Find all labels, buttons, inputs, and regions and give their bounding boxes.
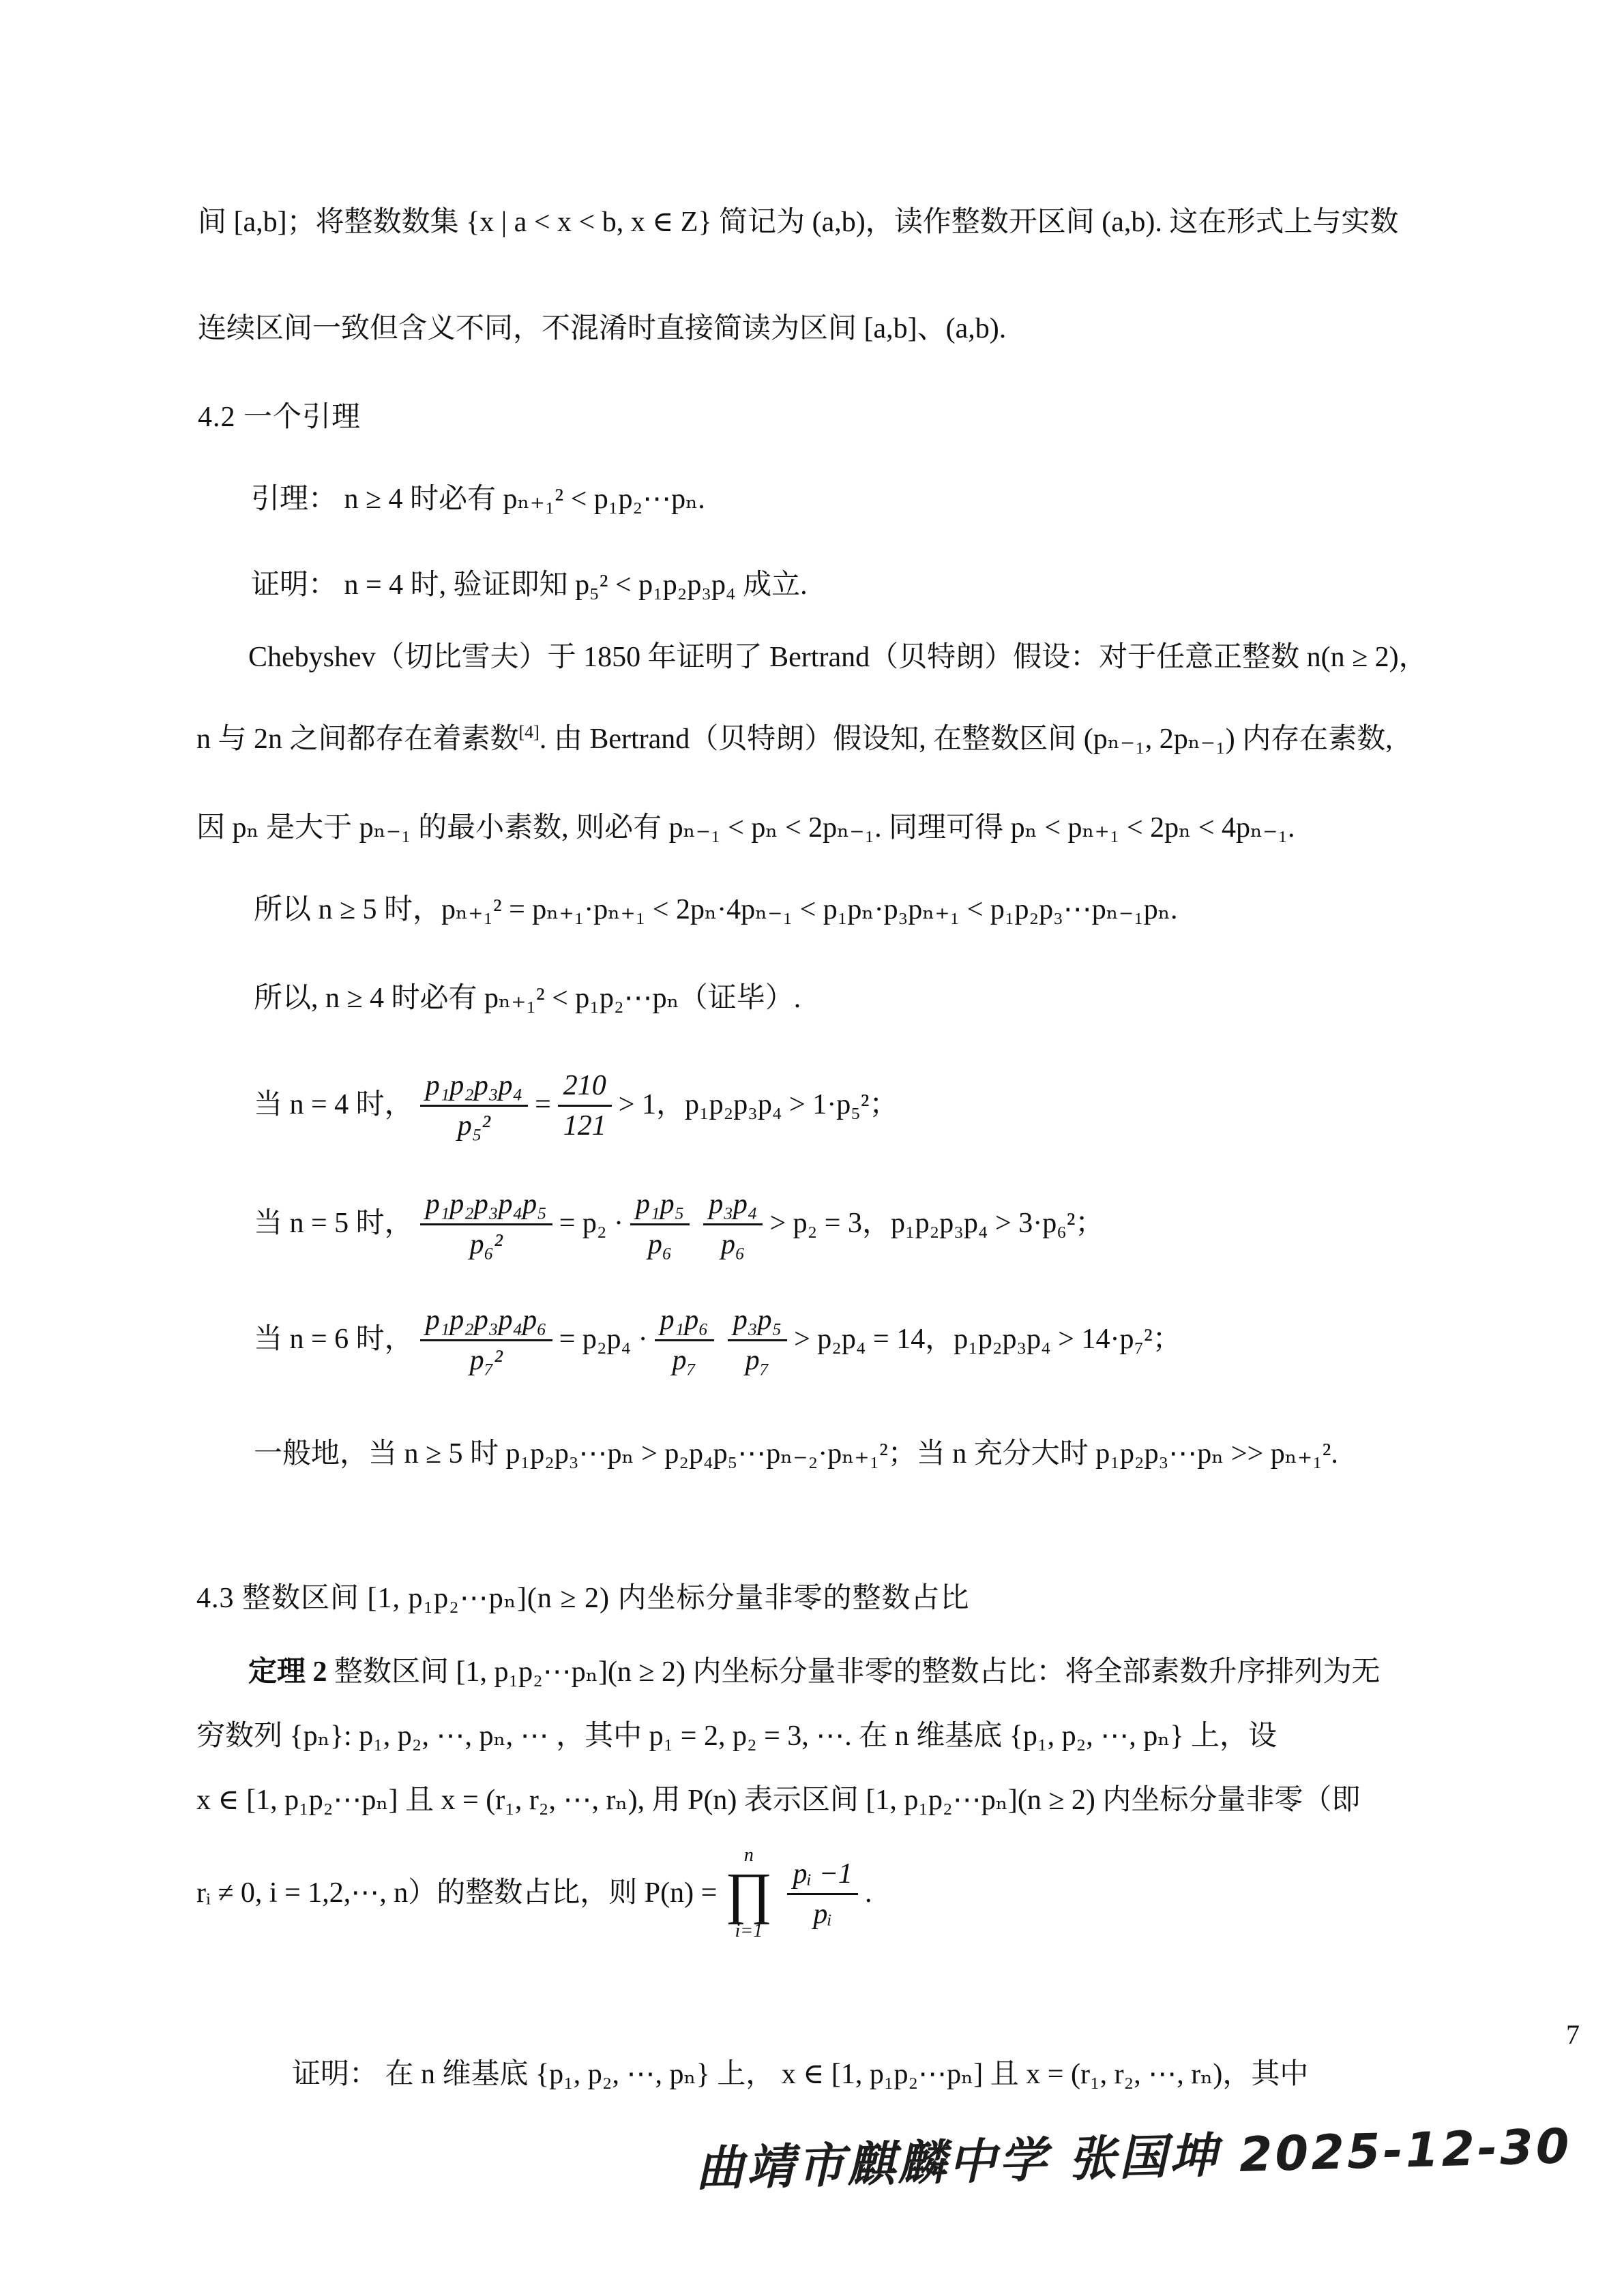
theorem-text: 整数区间 [1, p₁p₂⋯pₙ](n ≥ 2) 内坐标分量非零的整数占比：将全部素数升序排列为无: [327, 1656, 1381, 1688]
chebyshev-paragraph-line-2: [196, 721, 1393, 758]
intro-line-1: 间 [a,b]；将整数数集 {x | a < x < b, x ∈ Z} 简记为 (a,b)，读作整数开区间 (a,b). 这在形式上与实数: [198, 207, 1399, 238]
chebyshev-paragraph-line-3: 因 pₙ 是大于 pₙ₋₁ 的最小素数, 则必有 pₙ₋₁ < pₙ < 2pₙ₋₁. 同理可得 pₙ < pₙ₊₁ < 2pₙ < 4pₙ₋₁.: [196, 812, 1295, 844]
lemma-proof-base-case: 证明： n = 4 时, 验证即知 p₅² < p₁p₂p₃p₄ 成立.: [251, 569, 808, 601]
fraction: [630, 1188, 690, 1259]
numerator: p₁p₂p₃p₄p₆: [420, 1304, 552, 1341]
product-operator: [725, 1845, 772, 1941]
case-n6-lead: 当 n = 6 时，: [254, 1324, 413, 1356]
fraction: [703, 1188, 763, 1259]
numerator: p₁p₂p₃p₄: [420, 1069, 528, 1107]
case-n6-mid: = p₂p₄ ·: [559, 1324, 648, 1356]
theorem-2-line-3: x ∈ [1, p₁p₂⋯pₙ] 且 x = (r₁, r₂, ⋯, rₙ), 用 P(n) 表示区间 [1, p₁p₂⋯pₙ](n ≥ 2) 内坐标分量非零（即: [196, 1785, 1361, 1816]
case-n4-tail: > 1，p₁p₂p₃p₄ > 1·p₅²；: [618, 1089, 898, 1121]
denominator: p₇: [672, 1345, 697, 1377]
bertrand-text: n 与 2n 之间都存在着素数: [196, 724, 519, 755]
fraction: [420, 1304, 552, 1375]
theorem-2-line-1: [248, 1654, 1380, 1690]
section-heading-4-2: 4.2 一个引理: [198, 402, 361, 433]
handwritten-signature: 曲靖市麒麟中学 张国坤 2025-12-30: [695, 2118, 1573, 2197]
product-lower-limit: i=1: [735, 1920, 763, 1941]
numerator: p₁p₅: [630, 1188, 690, 1225]
case-n6-formula: [254, 1304, 1181, 1375]
general-case-line: 一般地，当 n ≥ 5 时 p₁p₂p₃⋯pₙ > p₂p₄p₅⋯pₙ₋₂·pₙ₊₁²；当 n 充分大时 p₁p₂p₃⋯pₙ >> pₙ₊₁².: [254, 1438, 1338, 1470]
case-n4-lead: 当 n = 4 时，: [254, 1089, 413, 1121]
fraction: [420, 1188, 552, 1259]
case-n5-lead: 当 n = 5 时，: [254, 1208, 413, 1240]
denominator: p₆: [647, 1229, 673, 1261]
formula-period: .: [864, 1877, 872, 1909]
theorem-2-formula-line: [196, 1845, 872, 1941]
bertrand-text-cont: . 由 Bertrand（贝特朗）假设知, 在整数区间 (pₙ₋₁, 2pₙ₋₁) 内存在素数,: [539, 724, 1393, 755]
citation-marker: [4]: [518, 722, 540, 742]
numerator: p₁p₆: [655, 1304, 714, 1341]
fraction: [787, 1858, 858, 1929]
page-number: 7: [1566, 2019, 1580, 2050]
section-heading-4-3: 4.3 整数区间 [1, p₁p₂⋯pₙ](n ≥ 2) 内坐标分量非零的整数占比: [196, 1583, 970, 1614]
denominator: p₅²: [457, 1110, 490, 1142]
chebyshev-paragraph-line-1: Chebyshev（切比雪夫）于 1850 年证明了 Bertrand（贝特朗）假设：对于任意正整数 n(n ≥ 2)，: [248, 642, 1428, 673]
numerator: 210: [558, 1069, 612, 1107]
equals-sign: =: [535, 1089, 551, 1121]
numerator: p₃p₄: [703, 1188, 763, 1225]
denominator: pᵢ: [813, 1898, 833, 1930]
fraction: [728, 1304, 787, 1375]
fraction: [655, 1304, 714, 1375]
theorem-2-proof-line: 证明： 在 n 维基底 {p₁, p₂, ⋯, pₙ} 上， x ∈ [1, p₁p₂⋯pₙ] 且 x = (r₁, r₂, ⋯, rₙ)，其中: [292, 2059, 1309, 2090]
case-n5-formula: [254, 1188, 1104, 1259]
formula-lead: rᵢ ≠ 0, i = 1,2,⋯, n）的整数占比，则 P(n) =: [196, 1877, 718, 1909]
case-n6-tail: > p₂p₄ = 14，p₁p₂p₃p₄ > 14·p₇²；: [794, 1324, 1181, 1356]
denominator: 121: [563, 1110, 606, 1142]
numerator: p₃p₅: [728, 1304, 787, 1341]
theorem-label: 定理 2: [248, 1656, 327, 1688]
intro-line-2: 连续区间一致但含义不同，不混淆时直接简读为区间 [a,b]、(a,b).: [198, 313, 1007, 344]
case-n5-mid: = p₂ ·: [559, 1208, 624, 1240]
case-n4-formula: [254, 1069, 898, 1141]
denominator: p₆: [721, 1229, 745, 1261]
denominator: p₇²: [469, 1345, 503, 1377]
deduction-line-2: 所以, n ≥ 4 时必有 pₙ₊₁² < p₁p₂⋯pₙ（证毕）.: [254, 983, 801, 1014]
numerator: pᵢ −1: [787, 1858, 858, 1895]
fraction: [558, 1069, 612, 1141]
product-symbol: ∏: [725, 1861, 773, 1925]
theorem-2-line-2: 穷数列 {pₙ}: p₁, p₂, ⋯, pₙ, ⋯ ，其中 p₁ = 2, p₂ = 3, ⋯. 在 n 维基底 {p₁, p₂, ⋯, pₙ} 上，设: [196, 1720, 1278, 1752]
lemma-statement: 引理： n ≥ 4 时必有 pₙ₊₁² < p₁p₂⋯pₙ.: [251, 483, 705, 515]
denominator: p₇: [745, 1345, 770, 1377]
deduction-line-1: 所以 n ≥ 5 时，pₙ₊₁² = pₙ₊₁·pₙ₊₁ < 2pₙ·4pₙ₋₁ < p₁pₙ·p₃pₙ₊₁ < p₁p₂p₃⋯pₙ₋₁pₙ.: [254, 894, 1178, 925]
product-upper-limit: n: [743, 1845, 754, 1866]
numerator: p₁p₂p₃p₄p₅: [420, 1188, 552, 1225]
case-n5-tail: > p₂ = 3，p₁p₂p₃p₄ > 3·p₆²；: [769, 1208, 1104, 1240]
denominator: p₆²: [469, 1229, 503, 1261]
fraction: [420, 1069, 528, 1141]
